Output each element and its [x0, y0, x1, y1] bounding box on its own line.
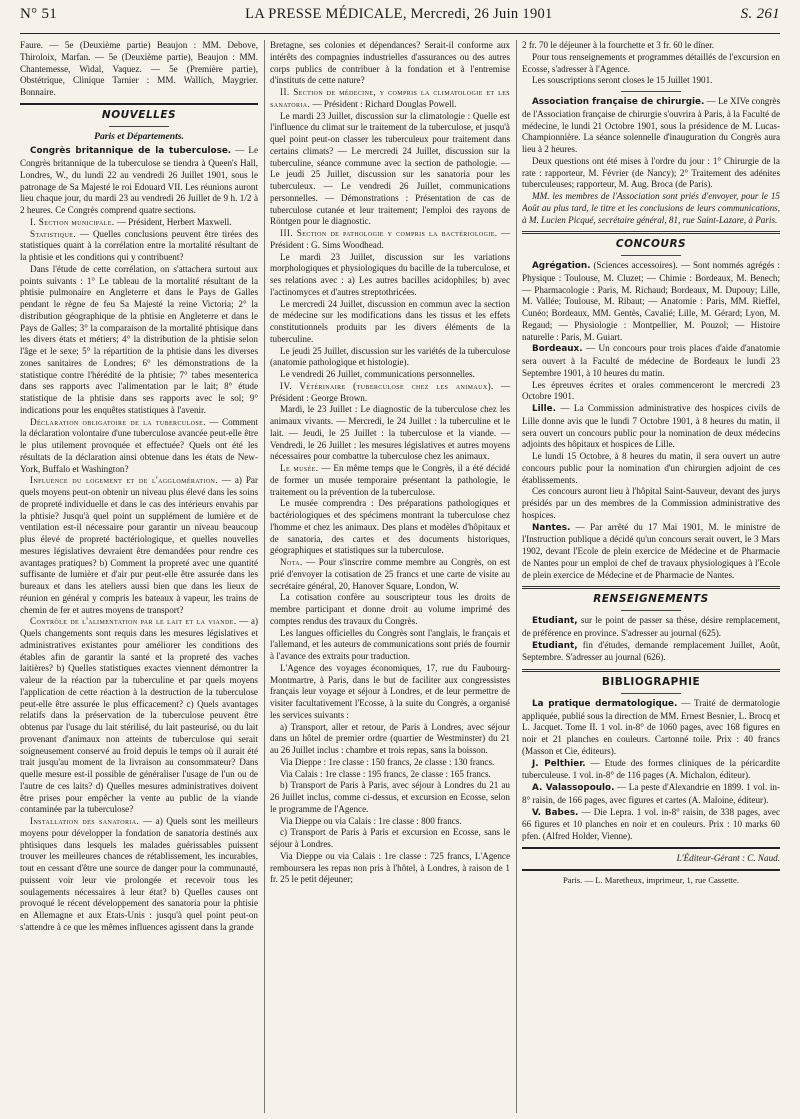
item-lead: J. Pelthier. [532, 758, 586, 769]
item-lead: Etudiant, [532, 640, 578, 651]
paragraph: Pour tous renseignements et programmes détaillés de l'excursion en Ecosse, s'adresser à l'Agence. [522, 51, 780, 74]
running-head [20, 6, 780, 30]
section-title-nouvelles: NOUVELLES [101, 108, 177, 121]
paragraph: Le jeudi 25 Juillet, discussion sur les variétés de la tuberculose (anatomie pathologique et histologie). [270, 345, 510, 368]
paragraph: Le musée. — En même temps que le Congrès, il a été décidé de former un musée temporaire présentant la pathologie, le traitement ou la prévention de la tuberculose. [270, 463, 510, 497]
item-label: Installation des sanatoria. [30, 816, 140, 826]
masthead-title: LA PRESSE MÉDICALE, Mercredi, 26 Juin 1901 [245, 6, 553, 22]
paragraph: Les souscriptions seront closes le 15 Juillet 1901. [532, 75, 713, 86]
paragraph: Nota. — Pour s'inscrire comme membre au Congrès, on est prié d'envoyer la cotisation de 25 francs et une carte de visite au secrétaire général, 20, Hanover Square, London, W. [270, 557, 510, 591]
item-label: III. Section de pathologie y compris la bactériologie. [280, 228, 498, 238]
paragraph: Déclaration obligatoire de la tuberculose. — Comment la déclaration volontaire d'une tuberculose avancée peut-elle être le plus utilement provoquée et effectuée? Quels ont été les résultats de la déclaration ainsi obtenue dans les états de New-York, Buffalo et Washington? [20, 416, 258, 474]
subsection-title: Paris et Départements. [94, 130, 184, 142]
publisher-manager: L'Éditeur-Gérant : C. Naud. [676, 852, 780, 863]
paragraph: Le lundi 15 Octobre, à 8 heures du matin, il sera ouvert un autre concours public pour la nomination d'un chirurgien adjoint de ces établissements. [522, 451, 780, 485]
section-title-concours: CONCOURS [615, 238, 687, 251]
paragraph: II. Section de médecine, y compris la climatologie et les sanatoria. — Président : Richard Douglas Powell. [270, 87, 510, 109]
rule [522, 231, 780, 234]
page-number: S. 261 [740, 6, 780, 22]
item-label: Contrôle de l'alimentation par le lait et la viande. [30, 616, 237, 627]
paragraph: Agrégation. (Sciences accessoires). — Sont nommés agrégés : Physique : Toulouse, M. Cluzet; — Chimie : Bordeaux, M. Benech; — Pharmacologie : Paris, M. Richaud; Bordeaux, M. Dupouy; Lille, M. Vallée; Toulouse, M. Ribaut; — Anatomie : Paris, MM. Rieffel, Cunéo; Bordeaux, MM. Gentès, Cavalié; Lille, M. Gérard; Lyon, M. Regaud; — Physiologie : Montpellier, M. Pouzol; — Histoire naturelle : Paris, M. Guiart. [522, 260, 780, 342]
section-title-renseignements: RENSEIGNEMENTS [593, 593, 709, 606]
paragraph: Congrès britannique de la tuberculose. — Le Congrès britannique de la tuberculose se tiendra à Queen's Hall, Londres, W., du lundi 22 au vendredi 26 Juillet 1901, sous le patronage de Sa Majesté le roi Edouard VII. Les réunions auront lieu chaque jour, du mardi 23 au vendredi 26 Juillet de 9 h. 1/2 à 2 heures. Ce Congrès comprend quatre sections. [20, 145, 258, 215]
paragraph: Les épreuves écrites et orales commenceront le mercredi 23 Octobre 1901. [522, 379, 780, 402]
paragraph: Etudiant, fin d'études, demande remplacement Juillet, Août, Septembre. S'adresser au journal (626). [522, 639, 780, 663]
paragraph: 2 fr. 70 le déjeuner à la fourchette et 3 fr. 60 le dîner. [522, 40, 715, 50]
rule [621, 693, 681, 694]
paragraph: Faure. — 5e (Deuxième partie) Beaujon : MM. Debove, Thiroloix, Marfan. — 5e (Deuxième partie), Beaujon : MM. Chantemesse, Widal, Vaquez. — 5e (Première partie), Obstétrique, Clinique Tarnier : MM. Wallich, Maygrier. Bonnaire. [20, 40, 258, 97]
rule [621, 610, 681, 611]
item-label: Déclaration obligatoire de la tuberculose. [30, 416, 206, 427]
paragraph: MM. les membres de l'Association sont priés d'envoyer, pour le 15 Août au plus tard, le titre et les conclusions de leurs communications, à M. Lucien Picqué, secrétaire général, 81, rue Saint-Lazare, à Paris. [522, 191, 780, 225]
paragraph: Le mercredi 24 Juillet, discussion en commun avec la section de médecine sur les modifications dans les tissus et les effets constitutionnels produits par les divers éléments de la tuberculine. [270, 298, 510, 344]
item-lead: V. Babes. [532, 807, 579, 818]
paragraph: Via Calais : 1re classe : 195 francs, 2e classe : 165 francs. [280, 768, 491, 779]
paragraph: Dans l'étude de cette corrélation, on s'attachera surtout aux points suivants : 1° Le tableau de la mortalité résultant de la phtisie pulmonaire en Angleterre et dans le Pays de Galles pendant le règne de feu Sa Majesté la reine Victoria; 2° la distribution géographique de la phtisie en Angleterre et dans le Pays de Galles; 3° la comparaison de la mortalité phtisique dans les divers états et métiers; 4° la distribution de la phtisie selon l'âge et le sexe; 5° la répartition de la phtisie dans les diverses zones sanitaires de Londres; 6° les démonstrations de la statistique contre l'hérédité de la phtisie; 7° tabes mesenterica dans ses rapports avec l'alimentation par le lait; 8° étude statistique de la phtisie dans ses rapports avec le sol; 9° indications pour les enquêtes statistiques à l'avenir. [20, 263, 258, 415]
rule [20, 103, 258, 105]
paragraph: a) Transport, aller et retour, de Paris à Londres, avec séjour dans un hôtel de premier ordre (quartier de Westminster) du 21 au 26 Juillet inclus : chambre et trois repas, sans la boisson. [270, 721, 510, 755]
column-3 [522, 40, 780, 1113]
paragraph: Le mardi 23 Juillet, discussion sur les variations morphologiques et physiologiques du bacille de la tuberculose, et ses relations avec : a) Les autres bacilles acidophiles; b) avec l'actinomyces et d'autres streptothricées. [270, 251, 510, 297]
paragraph: IV. Vétérinaire (tuberculose chez les animaux). — Président : George Brown. [270, 380, 510, 403]
paragraph: Via Dieppe : 1re classe : 150 francs, 2e classe : 130 francs. [280, 756, 495, 767]
item-label: Influence du logement et de l'agglomération. [30, 475, 218, 486]
paragraph: A. Valassopoulo. — La peste d'Alexandrie en 1899. 1 vol. in-8° raisin, de 166 pages, avec figures et cartes (A. Maloine, éditeur). [522, 782, 780, 805]
item-label: Nota. [280, 557, 303, 567]
item-lead: Etudiant, [532, 616, 578, 626]
paragraph: Bretagne, ses colonies et dépendances? Serait-il conforme aux intérêts des compagnies industrielles d'assurances ou des autres corps publics de contribuer à la fondation et à l'entremise d'instituts de cette nature? [270, 40, 510, 86]
paragraph: Installation des sanatoria. — a) Quels sont les meilleurs moyens pour développer la fondation de sanatoria destinés aux phtisiques dans lesquels les malades guérissables puissent trouver les meilleures chances de rétablissement, les incurables, tout en cessant d'être une source de danger pour la communauté, puissent voir leur vie prolongée et recevoir tous les soulagements nécessaires à leur état? b) Quelles causes ont provoqué le récent développement des sanatoria pour la phtisie en Allemagne et aux Etats-Unis : jusqu'à quel point peut-on s'attendre à ce que les mêmes influences agissent dans la grande [20, 816, 258, 932]
paragraph: Deux questions ont été mises à l'ordre du jour : 1° Chirurgie de la rate : rapporteur, M. Février (de Nancy); 2° Traitement des adénites tuberculeuses; rapporteur, M. Aug. Broca (de Paris). [522, 155, 780, 190]
item-lead: A. Valassopoulo. [532, 783, 615, 793]
paragraph: Mardi, le 23 Juillet : Le diagnostic de la tuberculose chez les animaux vivants. — Mercredi, le 24 Juillet : la tuberculine et le lait. — Jeudi, le 25 Juillet : la tuberculose et la viande. — Vendredi, le 26 Juillet : les mesures législatives et autres moyens nécessaires pour combattre la tuberculose chez les animaux. [270, 404, 510, 462]
column-1 [20, 40, 258, 1113]
paragraph: L'Agence des voyages économiques, 17, rue du Faubourg-Montmartre, à Paris, dans le but de faciliter aux congressistes français leur voyage et séjour à Londres, et de leur permettre de visiter facultativement l'Ecosse, à la suite du Congrès, a organisé les services suivants : [270, 662, 510, 720]
column-2 [270, 40, 510, 1113]
item-lead: Lille. [532, 404, 556, 414]
item-label: Le musée. [280, 463, 319, 473]
paragraph: I. Section municipale. — Président, Herbert Maxwell. [30, 216, 232, 227]
paragraph: Association française de chirurgie. — Le XIVe congrès de l'Association française de chirurgie s'ouvrira à Paris, à la Faculté de médecine, le lundi 21 Octobre 1901, sous la présidence de M. Lucas-Championnière. La séance solennelle d'inauguration du Congrès aura lieu à 2 heures. [522, 96, 780, 154]
paragraph: b) Transport de Paris à Paris, avec séjour à Londres du 21 au 26 Juillet inclus, comme ci-dessus, et excursion en Ecosse, selon le programme de l'Agence. [270, 780, 510, 814]
paragraph: c) Transport de Paris à Paris et excursion en Ecosse, sans le séjour à Londres. [270, 827, 510, 849]
paragraph: Bordeaux. — Un concours pour trois places d'aide d'anatomie sera ouvert à la Faculté de médecine de Bordeaux le lundi 23 Septembre 1901, à 10 heures du matin. [522, 343, 780, 378]
item-lead: La pratique dermatologique. [532, 698, 678, 709]
paragraph: Statistique. — Quelles conclusions peuvent être tirées des statistiques quant à la corrélation entre la mortalité résultant de la phtisie et les conditions qui y contribuent? [20, 228, 258, 262]
header-rule [20, 33, 780, 34]
printer-imprint: Paris. — L. Maretheux, imprimeur, 1, rue Cassette. [562, 874, 740, 885]
paragraph: Influence du logement et de l'agglomération. — a) Par quels moyens peut-on obtenir un niveau plus élevé dans les soins de propreté individuelle et dans le cas des intérieurs envahis par la phtisie? Jusqu'à quel point un supplément de lumière et de ventilation est-il nécessaire pour garantir un niveau beaucoup plus élevé de propreté bactériologique, et quelles nouvelles mesures législatives devraient être demandées pour rendre ces avantages pratiques? b) Comment la propreté avec une quantité suffisante de lumière et d'air pur peut-elle être assurée dans les bureaux et dans les ateliers aussi bien que dans les lieux de réunion en général y compris les bateaux à vapeur, les trains de chemin de fer et autres moyens de transport? [20, 475, 258, 615]
paragraph: Nantes. — Par arrêté du 17 Mai 1901, M. le ministre de l'Instruction publique a décidé qu'un concours serait ouvert, le 3 Mars 1902, devant l'Ecole de plein exercice de Médecine et de Pharmacie de Nantes pour un emploi de chef de travaux physiologiques à l'Ecole de plein exercice de Médecine et de Pharmacie de Nantes. [522, 521, 780, 580]
paragraph: Ces concours auront lieu à l'hôpital Saint-Sauveur, devant des jurys présidés par un des membres de la Commission administrative des hospices. [522, 486, 780, 520]
rule [522, 847, 780, 849]
item-label: Statistique. [30, 228, 77, 239]
paragraph: Etudiant, sur le point de passer sa thèse, désire remplacement, de préférence en province. S'adresser au journal (625). [522, 615, 780, 638]
paragraph: J. Pelthier. — Etude des formes cliniques de la péricardite tuberculeuse. 1 vol. in-8° de 116 pages (A. Michalon, éditeur). [522, 757, 780, 781]
rule [621, 91, 681, 92]
paragraph: Le vendredi 26 Juillet, communications personnelles. [280, 369, 475, 379]
rule [522, 869, 780, 871]
rule [109, 126, 169, 127]
rule [522, 586, 780, 589]
issue-number: N° 51 [20, 6, 58, 22]
item-label: IV. Vétérinaire (tuberculose chez les animaux). [280, 380, 494, 391]
paragraph: La cotisation confère au souscripteur tous les droits de membre participant et donne droit au volume imprimé des comptes rendus des travaux du Congrès. [270, 592, 510, 626]
item-lead: Bordeaux. [532, 344, 583, 355]
paragraph: Le musée comprendra : Des préparations pathologiques et bactériologiques et des spécimens montrant la tuberculose chez l'homme et chez les animaux. Des plans et modèles d'hôpitaux et de sanatoria, des cartes et des documents historiques, géographiques et statistiques sur la tuberculose. [270, 498, 510, 556]
rule [522, 669, 780, 672]
paragraph: V. Babes. — Die Lepra. 1 vol. in-8° raisin, de 338 pages, avec 66 figures et 10 planches en noir et en couleurs. Prix : 10 marks 60 pfen. (Alfred Holder, Vienne). [522, 806, 780, 841]
paragraph: Le mardi 23 Juillet, discussion sur la climatologie : Quelle est l'influence du climat sur le traitement de la tuberculose, et jusqu'à quel point peut-on classer les tuberculeux pour traitement dans certains climats? — Le mercredi 24 Juillet, discussion sur la tuberculine, séance commune avec la section de pathologie. — Le jeudi 25 Juillet, discussion sur les sanatoria pour les tuberculeux. — Le vendredi 26 Juillet, communications personnelles. — Démonstrations : Présentation de cas de tuberculose cutanée et leur traitement; l'emploi des rayons de Röntgen pour le diagnostic. [270, 110, 510, 227]
item-lead: Nantes. [532, 522, 571, 533]
section-title-bibliographie: BIBLIOGRAPHIE [601, 676, 701, 688]
paragraph: Lille. — La Commission administrative des hospices civils de Lille donne avis que le lundi 7 Octobre 1901, à 8 heures du matin, il sera ouvert un concours public pour la nomination de deux médecins adjoints des hôpitaux et hospices de Lille. [522, 403, 780, 450]
item-lead: Association française de chirurgie. [532, 97, 705, 107]
item-label: II. Section de médecine, y compris la climatologie et les sanatoria. [270, 87, 510, 109]
paragraph: Les langues officielles du Congrès sont l'anglais, le français et l'allemand, et les auteurs de communications sont priés de fournir à l'avance des extraits pour traduction. [270, 627, 510, 661]
item-label: I. Section municipale. [30, 216, 115, 227]
paragraph: Contrôle de l'alimentation par le lait et la viande. — a) Quels changements sont requis dans les mesures législatives et administratives existantes pour améliorer les conditions des étables afin de garantir la santé et la propreté des vaches laitières? b) Quelles statistiques exactes viennent démontrer la valeur de la réaction par la tuberculine et par quels moyens l'application de cette réaction à la destruction de la tuberculose peut-elle être assurée le plus efficacement? c) Quels avantages relatifs dans la préservation de la tuberculose peuvent être obtenus par l'usage du lait stérilisé, du lait pasteurisé, ou du lait provenant d'animaux non atteints de tuberculose qui serait soigneusement conservé au froid depuis le temps où il aurait été trait jusqu'au moment de la livraison au consommateur? Dans quelle mesure est-il possible de généraliser l'usage de l'un ou de l'autre de ces laits? d) Quelles mesures administratives doivent être prises pour empêcher la vente au public de la viande contaminée par la tuberculose? [20, 616, 258, 815]
paragraph: La pratique dermatologique. — Traité de dermatologie appliquée, publié sous la direction de MM. Ernest Besnier, L. Brocq et L. Jacquet. Tome II. 1 vol. in-8° de 1060 pages, avec 168 figures en noir et 21 planches en couleurs. Cartonné toile. Prix : 40 francs (Masson et Cie, éditeurs). [522, 697, 780, 756]
paragraph: Via Dieppe ou via Calais : 1re classe : 725 francs, L'Agence remboursera les repas non pris à l'hôtel, à Londres, à raison de 1 fr. 25 le petit déjeuner; [270, 850, 510, 885]
rule [621, 255, 681, 256]
item-lead: Congrès britannique de la tuberculose. [30, 146, 232, 157]
paragraph: III. Section de pathologie y compris la bactériologie. — Président : G. Sims Woodhead. [270, 228, 510, 250]
item-lead: Agrégation. [532, 261, 591, 271]
paragraph: Via Dieppe ou via Calais : 1re classe : 800 francs. [280, 815, 462, 826]
